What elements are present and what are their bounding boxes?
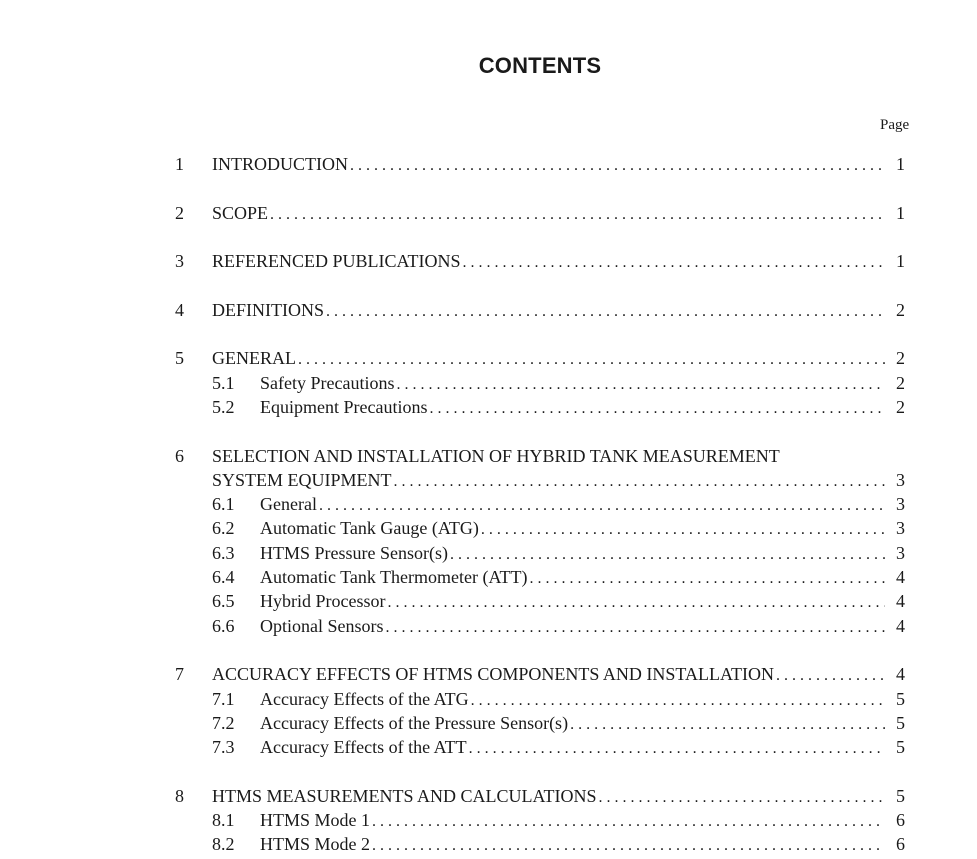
toc-entry-number: 5.2 bbox=[212, 396, 235, 417]
toc-entry-title: SYSTEM EQUIPMENT bbox=[212, 469, 392, 490]
toc-entry-page-number: 2 bbox=[896, 348, 905, 369]
section-spacer bbox=[175, 322, 905, 346]
toc-entry-line bbox=[212, 152, 905, 178]
toc-entry-title: Hybrid Processor bbox=[260, 591, 386, 612]
dot-leader bbox=[270, 203, 885, 227]
toc-entry-title: Accuracy Effects of the ATG bbox=[260, 688, 469, 709]
toc-entry-title: Automatic Tank Gauge (ATG) bbox=[260, 518, 479, 539]
toc-entry-number: 6 bbox=[175, 445, 184, 466]
dot-leader bbox=[450, 543, 885, 567]
toc-entry-title: Optional Sensors bbox=[260, 615, 384, 636]
section-spacer bbox=[175, 176, 905, 200]
toc-entry-page-number: 5 bbox=[896, 785, 905, 806]
dot-leader bbox=[599, 786, 885, 810]
toc-entry-title: Automatic Tank Thermometer (ATT) bbox=[260, 567, 528, 588]
toc-entry-title: HTMS Mode 2 bbox=[260, 834, 371, 855]
toc-section-entry[interactable] bbox=[175, 346, 905, 370]
dot-leader bbox=[570, 713, 885, 737]
toc-entry-line bbox=[260, 832, 905, 858]
dot-leader bbox=[396, 373, 885, 397]
dot-leader bbox=[429, 397, 885, 421]
toc-entry-page-number: 4 bbox=[896, 567, 905, 588]
toc-entry-number: 7.2 bbox=[212, 712, 235, 733]
toc-entry-line bbox=[260, 516, 905, 542]
toc-entry-title: SELECTION AND INSTALLATION OF HYBRID TANK MEASUREMENT bbox=[212, 445, 780, 466]
toc-entry-number: 6.2 bbox=[212, 518, 235, 539]
toc-entry-line bbox=[212, 298, 905, 324]
toc-subsection-entry[interactable] bbox=[175, 589, 905, 613]
toc-entry-title: HTMS MEASUREMENTS AND CALCULATIONS bbox=[212, 785, 597, 806]
toc-section-entry[interactable] bbox=[175, 468, 905, 492]
toc-entry-page-number: 4 bbox=[896, 591, 905, 612]
toc-section-entry[interactable] bbox=[175, 444, 905, 468]
page-column-label: Page bbox=[880, 117, 910, 133]
toc-section-entry[interactable] bbox=[175, 298, 905, 322]
section-spacer bbox=[175, 759, 905, 783]
toc-subsection-entry[interactable] bbox=[175, 541, 905, 565]
toc-entry-page-number: 1 bbox=[896, 251, 905, 272]
toc-entry-page-number: 3 bbox=[896, 469, 905, 490]
toc-entry-title: Equipment Precautions bbox=[260, 396, 428, 417]
toc-entry-page-number: 4 bbox=[896, 664, 905, 685]
toc-entry-title: INTRODUCTION bbox=[212, 154, 348, 174]
toc-entry-line bbox=[212, 346, 905, 372]
toc-entry-number: 2 bbox=[175, 202, 184, 223]
dot-leader bbox=[394, 470, 885, 494]
toc-entry-page-number: 1 bbox=[896, 154, 905, 174]
toc-subsection-entry[interactable] bbox=[175, 735, 905, 759]
toc-entry-page-number: 2 bbox=[896, 299, 905, 320]
toc-entry-number: 8.2 bbox=[212, 834, 235, 855]
toc-entry-line bbox=[212, 468, 905, 494]
toc-entry-page-number: 4 bbox=[896, 615, 905, 636]
toc-section-entry[interactable] bbox=[175, 249, 905, 273]
dot-leader bbox=[372, 810, 885, 834]
toc-entry-number: 8.1 bbox=[212, 810, 235, 831]
toc-entry-title: Accuracy Effects of the ATT bbox=[260, 737, 467, 758]
toc-entry-line bbox=[260, 808, 905, 834]
section-spacer bbox=[175, 419, 905, 443]
toc-entry-number: 7.1 bbox=[212, 688, 235, 709]
table-of-contents bbox=[175, 152, 905, 857]
toc-entry-page-number: 6 bbox=[896, 810, 905, 831]
dot-leader bbox=[387, 591, 885, 615]
dot-leader bbox=[463, 251, 885, 275]
toc-subsection-entry[interactable] bbox=[175, 832, 905, 856]
toc-subsection-entry[interactable] bbox=[175, 808, 905, 832]
toc-entry-number: 6.3 bbox=[212, 542, 235, 563]
toc-section-entry[interactable] bbox=[175, 152, 905, 176]
toc-entry-title: DEFINITIONS bbox=[212, 299, 324, 320]
toc-entry-line bbox=[260, 565, 905, 591]
toc-entry-page-number: 2 bbox=[896, 372, 905, 393]
toc-entry-line bbox=[260, 541, 905, 567]
dot-leader bbox=[319, 494, 885, 518]
toc-entry-line bbox=[212, 249, 905, 275]
toc-entry-number: 3 bbox=[175, 251, 184, 272]
toc-entry-line bbox=[260, 687, 905, 713]
toc-entry-page-number: 6 bbox=[896, 834, 905, 855]
dot-leader bbox=[350, 154, 885, 178]
toc-subsection-entry[interactable] bbox=[175, 516, 905, 540]
toc-subsection-entry[interactable] bbox=[175, 565, 905, 589]
dot-leader bbox=[481, 518, 885, 542]
toc-section-entry[interactable] bbox=[175, 784, 905, 808]
toc-subsection-entry[interactable] bbox=[175, 614, 905, 638]
toc-entry-number: 6.5 bbox=[212, 591, 235, 612]
toc-section-entry[interactable] bbox=[175, 662, 905, 686]
toc-entry-number: 4 bbox=[175, 299, 184, 320]
toc-entry-line bbox=[260, 395, 905, 421]
dot-leader bbox=[386, 616, 886, 640]
toc-entry-number: 6.1 bbox=[212, 494, 235, 515]
toc-entry-page-number: 5 bbox=[896, 688, 905, 709]
toc-entry-page-number: 3 bbox=[896, 494, 905, 515]
toc-entry-line bbox=[260, 614, 905, 640]
toc-entry-number: 1 bbox=[175, 154, 184, 174]
toc-subsection-entry[interactable] bbox=[175, 395, 905, 419]
toc-entry-line bbox=[260, 371, 905, 397]
toc-entry-number: 5 bbox=[175, 348, 184, 369]
dot-leader bbox=[530, 567, 886, 591]
toc-entry-title: HTMS Pressure Sensor(s) bbox=[260, 542, 448, 563]
toc-entry-number: 7.3 bbox=[212, 737, 235, 758]
section-spacer bbox=[175, 225, 905, 249]
toc-subsection-entry[interactable] bbox=[175, 371, 905, 395]
toc-entry-title: SCOPE bbox=[212, 202, 269, 223]
toc-entry-title: GENERAL bbox=[212, 348, 296, 369]
toc-entry-title: ACCURACY EFFECTS OF HTMS COMPONENTS AND INSTALLATION bbox=[212, 664, 774, 685]
toc-subsection-entry[interactable] bbox=[175, 687, 905, 711]
section-spacer bbox=[175, 273, 905, 297]
dot-leader bbox=[776, 664, 885, 688]
toc-entry-line bbox=[212, 201, 905, 227]
toc-entry-title: REFERENCED PUBLICATIONS bbox=[212, 251, 461, 272]
toc-entry-line bbox=[260, 492, 905, 518]
toc-entry-line bbox=[260, 735, 905, 761]
toc-entry-page-number: 3 bbox=[896, 542, 905, 563]
toc-subsection-entry[interactable] bbox=[175, 711, 905, 735]
section-spacer bbox=[175, 638, 905, 662]
toc-entry-page-number: 1 bbox=[896, 202, 905, 223]
toc-entry-number: 7 bbox=[175, 664, 184, 685]
toc-entry-number: 8 bbox=[175, 785, 184, 806]
toc-entry-line bbox=[212, 784, 905, 810]
toc-entry-page-number: 3 bbox=[896, 518, 905, 539]
page-title: CONTENTS bbox=[478, 53, 602, 78]
dot-leader bbox=[298, 348, 885, 372]
dot-leader bbox=[326, 300, 885, 324]
toc-entry-page-number: 5 bbox=[896, 737, 905, 758]
dot-leader bbox=[471, 689, 885, 713]
dot-leader bbox=[469, 737, 885, 761]
toc-section-entry[interactable] bbox=[175, 201, 905, 225]
toc-entry-number: 5.1 bbox=[212, 372, 235, 393]
toc-entry-number: 6.4 bbox=[212, 567, 235, 588]
toc-entry-line bbox=[212, 444, 905, 470]
toc-entry-line bbox=[260, 711, 905, 737]
dot-leader bbox=[372, 834, 885, 858]
toc-entry-line bbox=[260, 589, 905, 615]
toc-entry-title: HTMS Mode 1 bbox=[260, 810, 371, 831]
toc-entry-number: 6.6 bbox=[212, 615, 235, 636]
toc-entry-title: Accuracy Effects of the Pressure Sensor(s) bbox=[260, 712, 569, 733]
toc-subsection-entry[interactable] bbox=[175, 492, 905, 516]
toc-entry-title: Safety Precautions bbox=[260, 372, 395, 393]
toc-entry-title: General bbox=[260, 494, 317, 515]
toc-entry-page-number: 2 bbox=[896, 396, 905, 417]
toc-entry-page-number: 5 bbox=[896, 712, 905, 733]
toc-entry-line bbox=[212, 662, 905, 688]
